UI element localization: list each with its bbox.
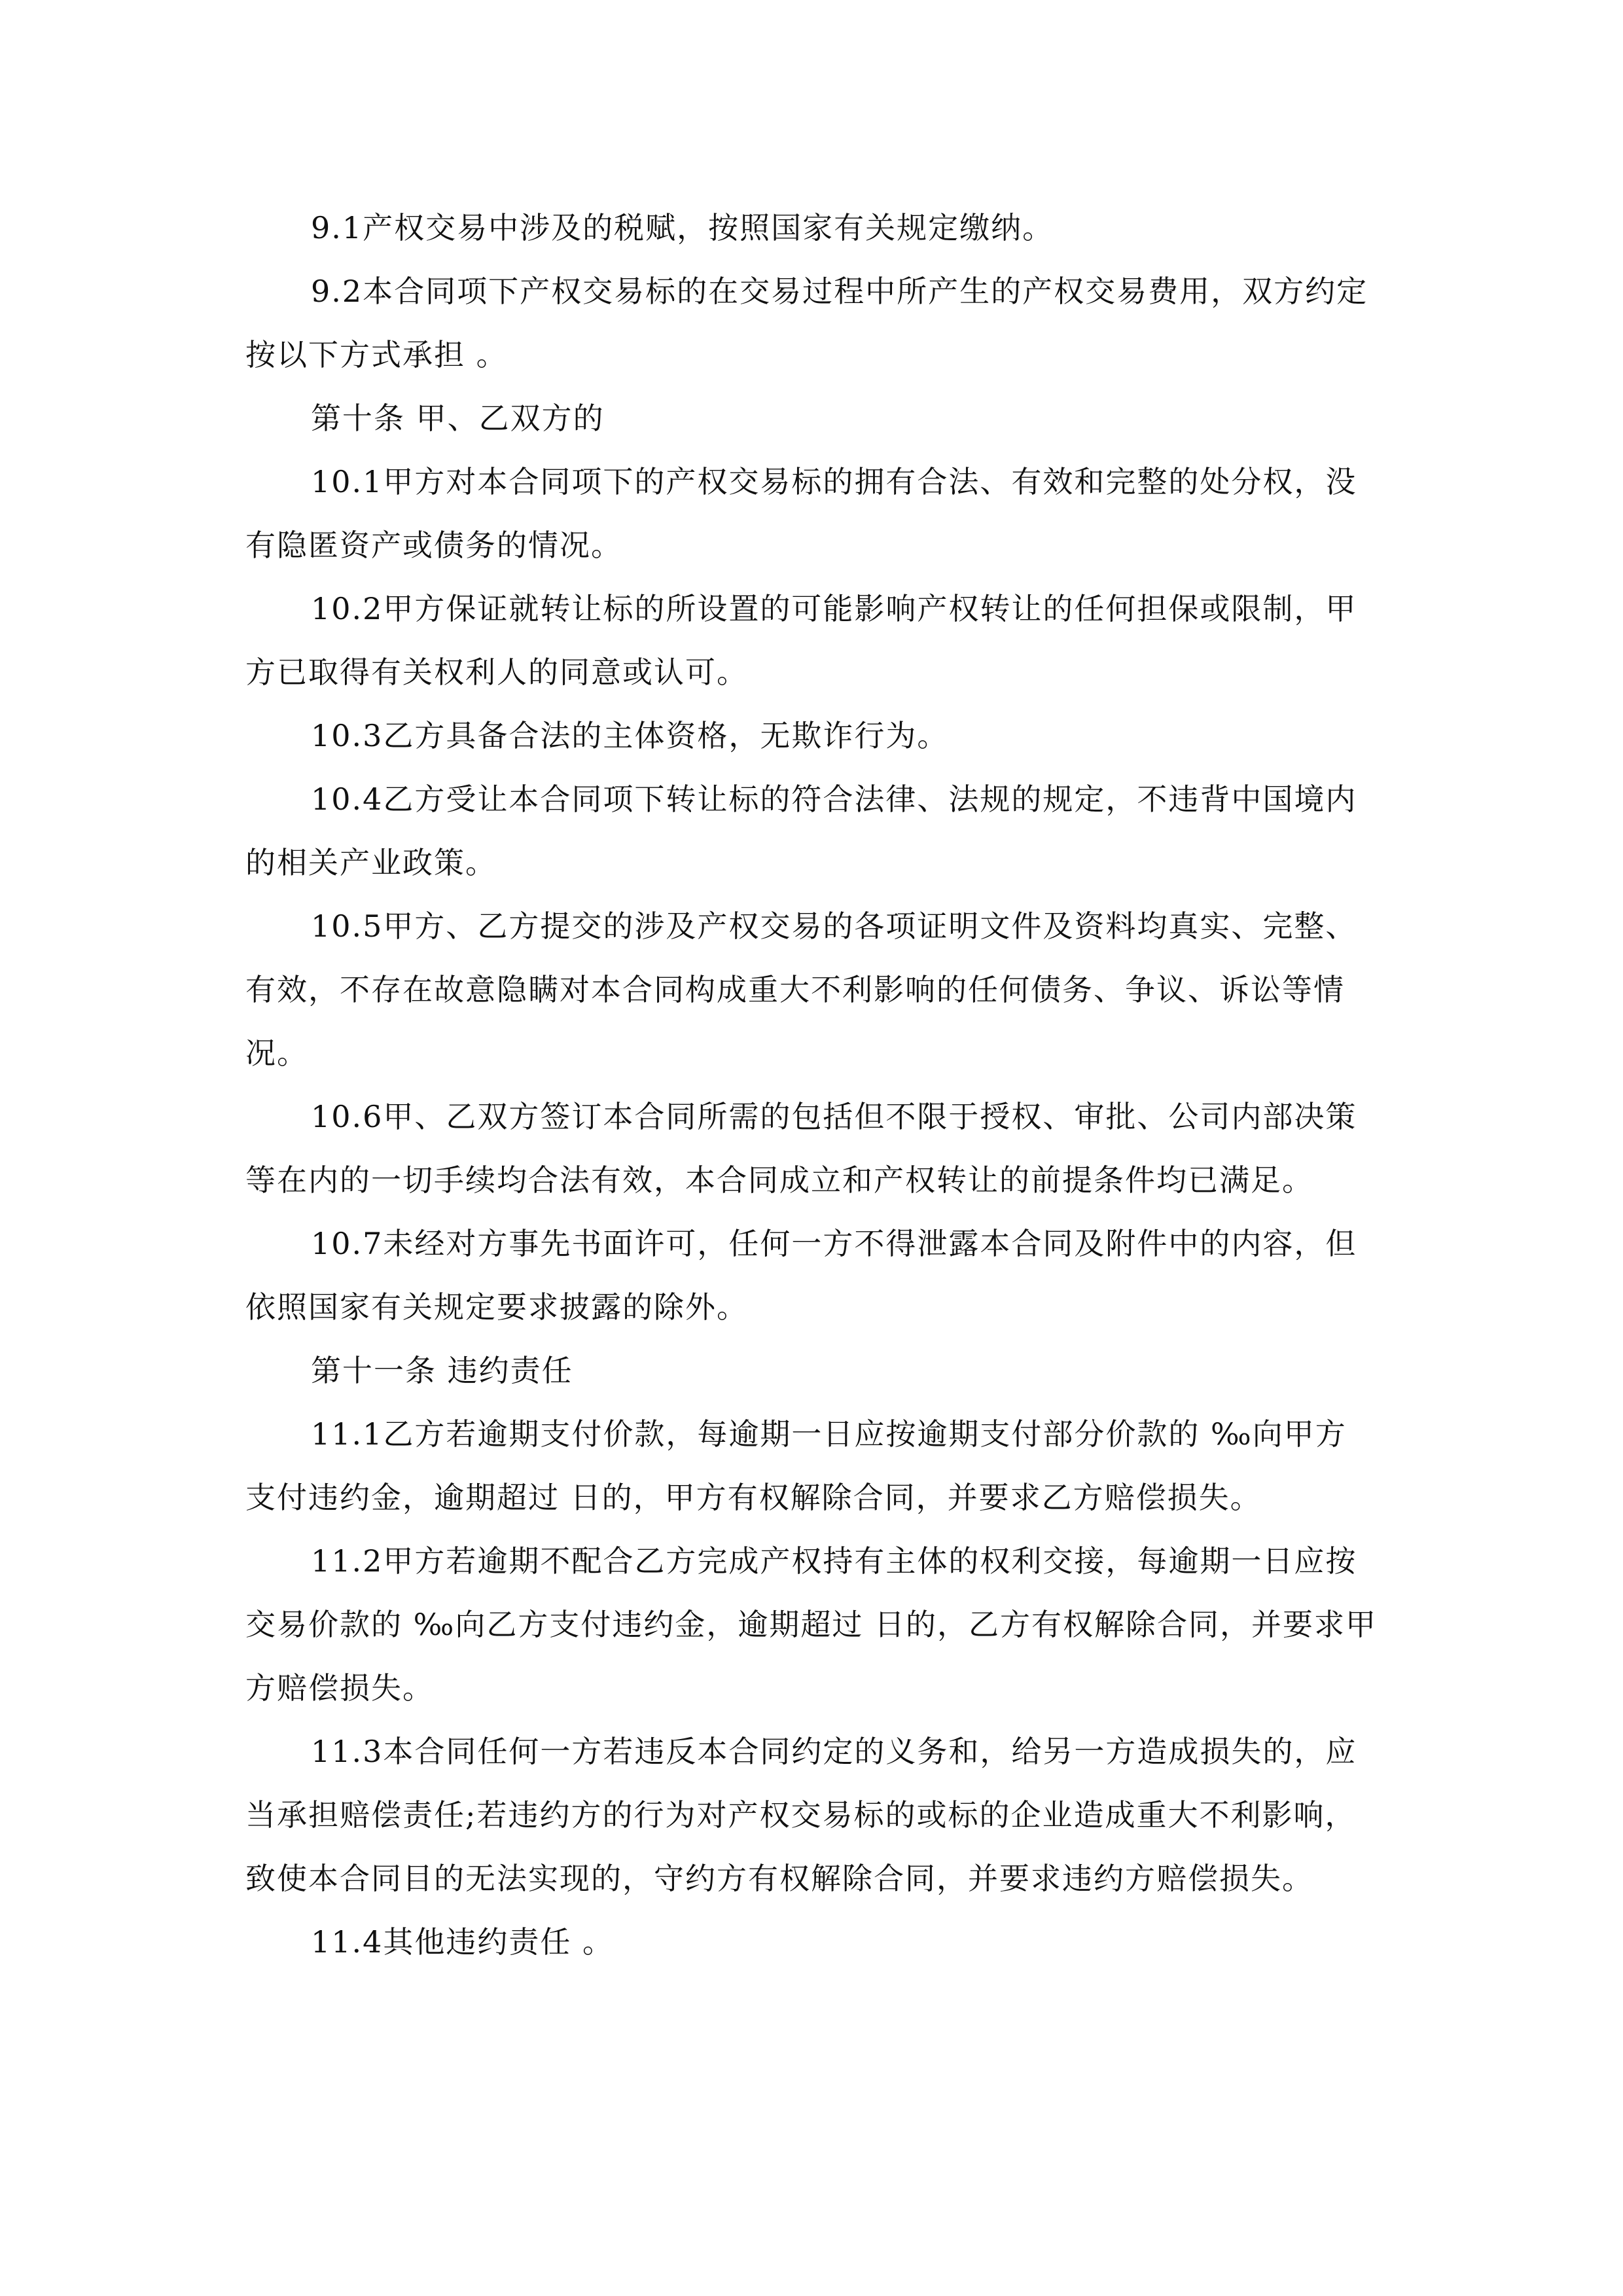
document-body xyxy=(245,196,1378,1974)
clause-10-2: 10.2甲方保证就转让标的所设置的可能影响产权转让的任何担保或限制，甲方已取得有关权利人的同意或认可。 xyxy=(245,591,1357,690)
clause-11-1: 11.1乙方若逾期支付价款，每逾期一日应按逾期支付部分价款的 ‰向甲方支付违约金，逾期超过 日的，甲方有权解除合同，并要求乙方赔偿损失。 xyxy=(245,1416,1347,1515)
clause-10-6: 10.6甲、乙双方签订本合同所需的包括但不限于授权、审批、公司内部决策等在内的一切手续均合法有效，本合同成立和产权转让的前提条件均已满足。 xyxy=(245,1099,1357,1198)
clause-10-1: 10.1甲方对本合同项下的产权交易标的拥有合法、有效和完整的处分权，没有隐匿资产或债务的情况。 xyxy=(245,464,1357,563)
clause-9-1: 9.1产权交易中涉及的税赋，按照国家有关规定缴纳。 xyxy=(311,210,1054,245)
clause-10-7: 10.7未经对方事先书面许可，任何一方不得泄露本合同及附件中的内容，但依照国家有关规定要求披露的除外。 xyxy=(245,1226,1357,1325)
article-11-heading: 第十一条 违约责任 xyxy=(311,1353,573,1388)
article-10-heading: 第十条 甲、乙双方的 xyxy=(311,401,605,436)
clause-11-3: 11.3本合同任何一方若违反本合同约定的义务和，给另一方造成损失的，应当承担赔偿责任;若违约方的行为对产权交易标的或标的企业造成重大不利影响，致使本合同目的无法实现的，守约方有权解除合同，并要求违约方赔偿损失。 xyxy=(245,1734,1357,1896)
clause-10-4: 10.4乙方受让本合同项下转让标的符合法律、法规的规定，不违背中国境内的相关产业政策。 xyxy=(245,781,1357,880)
clause-10-5: 10.5甲方、乙方提交的涉及产权交易的各项证明文件及资料均真实、完整、有效，不存在故意隐瞒对本合同构成重大不利影响的任何债务、争议、诉讼等情况。 xyxy=(245,908,1357,1071)
clause-11-2: 11.2甲方若逾期不配合乙方完成产权持有主体的权利交接，每逾期一日应按交易价款的 ‰向乙方支付违约金，逾期超过 日的，乙方有权解除合同，并要求甲方赔偿损失。 xyxy=(245,1543,1377,1706)
clause-9-2: 9.2本合同项下产权交易标的在交易过程中所产生的产权交易费用，双方约定按以下方式承担 。 xyxy=(245,274,1368,372)
clause-11-4: 11.4其他违约责任 。 xyxy=(311,1924,615,1960)
clause-10-3: 10.3乙方具备合法的主体资格，无欺诈行为。 xyxy=(311,718,949,753)
